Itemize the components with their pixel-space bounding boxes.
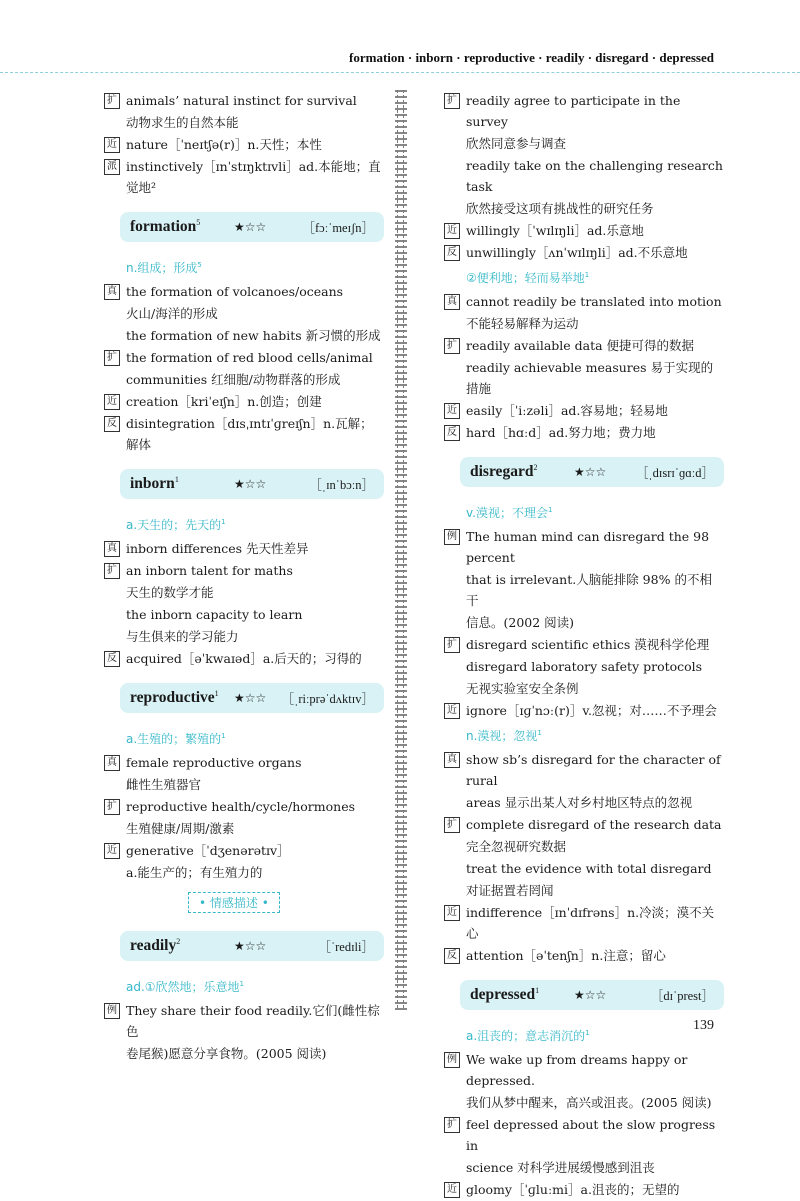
entry-line: [444, 133, 724, 154]
tag-icon: 扩: [104, 93, 120, 109]
entry-text: easily［ˈiːzəli］ad.容易地；轻易地: [466, 403, 668, 418]
entry-line: [104, 369, 384, 390]
entry-text: a.能生产的；有生殖力的: [126, 865, 263, 880]
entry-text: 与生俱来的学习能力: [126, 629, 239, 644]
tag-icon: 扩: [104, 563, 120, 579]
entry-text: female reproductive organs: [126, 755, 302, 770]
entry-line: [444, 1114, 724, 1156]
tag-icon: 例: [444, 529, 460, 545]
entry-line: [104, 774, 384, 795]
entry-text: gloomy［ˈɡluːmi］a.沮丧的；无望的: [466, 1182, 680, 1197]
entry-line: [104, 538, 384, 559]
entry-text: 完全忽视研究数据: [466, 839, 567, 854]
entry-line: [444, 1179, 724, 1200]
entry-line: [444, 678, 724, 699]
entry-line: [104, 281, 384, 302]
entry-line: [104, 90, 384, 111]
entry-text: areas 显示出某人对乡村地区特点的忽视: [466, 795, 693, 810]
entry-line: [444, 242, 724, 263]
entry-text: We wake up from dreams happy or depressed.: [466, 1052, 688, 1088]
entry-line: [104, 347, 384, 368]
headword-box-readily: [120, 931, 384, 961]
tag-icon: 近: [104, 137, 120, 153]
entry-text: readily agree to participate in the survey: [466, 93, 681, 129]
entry-line: [444, 814, 724, 835]
entry-line: [104, 391, 384, 412]
entry-text: cannot readily be translated into motion: [466, 294, 722, 309]
entry-line: [444, 198, 724, 219]
tag-icon: 扩: [444, 637, 460, 653]
entry-text: 卷尾猴)愿意分享食物。(2005 阅读): [126, 1046, 327, 1061]
entry-text: the formation of red blood cells/animal: [126, 350, 373, 365]
entry-text: readily available data 便捷可得的数据: [466, 338, 695, 353]
entry-text: reproductive health/cycle/hormones: [126, 799, 356, 814]
entry-line: [104, 325, 384, 346]
entry-text: acquired［əˈkwaɪəd］a.后天的；习得的: [126, 651, 362, 666]
tag-icon: 派: [104, 159, 120, 175]
section-label: • 情感描述 •: [188, 892, 280, 913]
tag-icon: 扩: [444, 338, 460, 354]
tag-icon: 真: [444, 294, 460, 310]
tag-icon: 近: [444, 223, 460, 239]
phonetic: ［ˌriːprəˈdʌktɪv］: [281, 692, 374, 706]
entry-text: that is irrelevant.人脑能排除 98% 的不相干: [466, 572, 712, 608]
tag-icon: 反: [104, 416, 120, 432]
entry-text: unwillingly［ʌnˈwɪlɪŋli］ad.不乐意地: [466, 245, 688, 260]
tag-icon: 近: [104, 843, 120, 859]
star-rating: ★☆☆: [234, 476, 267, 491]
part-of-speech: v.漠视；不理会$^1$: [466, 506, 553, 520]
entry-text: science 对科学进展缓慢感到沮丧: [466, 1160, 655, 1175]
entry-text: complete disregard of the research data: [466, 817, 722, 832]
tag-icon: 近: [444, 1182, 460, 1198]
entry-line: [104, 752, 384, 773]
tag-icon: 例: [104, 1003, 120, 1019]
tag-icon: 真: [104, 284, 120, 300]
entry-line: [104, 413, 384, 455]
phonetic: ［dɪˈprest］: [650, 989, 714, 1003]
entry-text: show sb’s disregard for the character of rural: [466, 752, 721, 788]
entry-text: animals’ natural instinct for survival: [126, 93, 357, 108]
entry-line: [444, 634, 724, 655]
entry-line: [104, 156, 384, 198]
entry-line: [104, 796, 384, 817]
entry-text: readily achievable measures 易于实现的措施: [466, 360, 714, 396]
entry-line: [444, 858, 724, 879]
star-rating: ★☆☆: [574, 987, 607, 1002]
entry-line: [104, 134, 384, 155]
entry-line: [104, 626, 384, 647]
entry-text: willingly［ˈwɪlɪŋli］ad.乐意地: [466, 223, 644, 238]
entry-line: [104, 862, 384, 883]
column-divider: [395, 90, 407, 1010]
entry-line: [444, 1049, 724, 1091]
entry-text: 天生的数学才能: [126, 585, 214, 600]
entry-line: [104, 560, 384, 581]
entry-line: [444, 526, 724, 568]
entry-text: the inborn capacity to learn: [126, 607, 303, 622]
star-rating: ★☆☆: [234, 219, 267, 234]
entry-line: [444, 291, 724, 312]
tag-icon: 近: [444, 905, 460, 921]
entry-text: 动物求生的自然本能: [126, 115, 239, 130]
phonetic: ［ˌɪnˈbɔːn］: [309, 478, 374, 492]
entry-text: communities 红细胞/动物群落的形成: [126, 372, 341, 387]
entry-text: an inborn talent for maths: [126, 563, 293, 578]
entry-line: [444, 155, 724, 197]
entry-line: [444, 700, 724, 721]
phonetic: ［ˈredɪli］: [318, 940, 374, 954]
entry-text: feel depressed about the slow progress in: [466, 1117, 716, 1153]
entry-line: [104, 582, 384, 603]
entry-text: inborn differences 先天性差异: [126, 541, 309, 556]
headword-box-formation: [120, 212, 384, 242]
tag-icon: 扩: [444, 93, 460, 109]
tag-icon: 反: [104, 651, 120, 667]
entry-line: [444, 792, 724, 813]
phonetic: ［fɔːˈmeɪʃn］: [302, 221, 374, 235]
star-rating: ★☆☆: [234, 690, 267, 705]
entry-text: readily take on the challenging research task: [466, 158, 723, 194]
entry-text: disintegration［dɪsˌɪntɪˈɡreɪʃn］n.瓦解；解体: [126, 416, 373, 452]
headword-box-inborn: [120, 469, 384, 499]
entry-text: 雌性生殖器官: [126, 777, 202, 792]
entry-line: [444, 945, 724, 966]
entry-line: [444, 569, 724, 611]
tag-icon: 近: [444, 703, 460, 719]
entry-text: attention［əˈtenʃn］n.注意；留心: [466, 948, 666, 963]
tag-icon: 反: [444, 948, 460, 964]
entry-text: The human mind can disregard the 98 percent: [466, 529, 710, 565]
tag-icon: 例: [444, 1052, 460, 1068]
tag-icon: 反: [444, 245, 460, 261]
entry-text: 生殖健康/周期/激素: [126, 821, 235, 836]
entry-text: 对证据置若罔闻: [466, 883, 554, 898]
entry-line: [444, 422, 724, 443]
entry-line: [104, 840, 384, 861]
entry-line: [444, 357, 724, 399]
entry-text: the formation of new habits 新习惯的形成: [126, 328, 381, 343]
entry-text: ignore［ɪɡˈnɔː(r)］v.忽视；对……不予理会: [466, 703, 717, 718]
part-of-speech: n.组成；形成$^5$: [126, 261, 202, 275]
entry-text: 无视实验室安全条例: [466, 681, 579, 696]
tag-icon: 扩: [104, 799, 120, 815]
tag-icon: 近: [104, 394, 120, 410]
star-rating: ★☆☆: [234, 938, 267, 953]
entry-line: [444, 313, 724, 334]
entry-line: [444, 836, 724, 857]
right-column: [444, 90, 724, 1201]
entry-text: hard［hɑːd］ad.努力地；费力地: [466, 425, 656, 440]
entry-text: the formation of volcanoes/oceans: [126, 284, 344, 299]
entry-line: [444, 880, 724, 901]
entry-line: [104, 303, 384, 324]
entry-line: [444, 902, 724, 944]
entry-line: [444, 1092, 724, 1113]
entry-text: generative［ˈdʒenərətɪv］: [126, 843, 290, 858]
entry-line: [444, 749, 724, 791]
entry-line: [444, 400, 724, 421]
tag-icon: 近: [444, 403, 460, 419]
tag-icon: 真: [104, 541, 120, 557]
entry-text: 欣然接受这项有挑战性的研究任务: [466, 201, 654, 216]
entry-text: disregard laboratory safety protocols: [466, 659, 703, 674]
part-of-speech: a.天生的；先天的$^1$: [126, 518, 226, 532]
entry-text: 信息。(2002 阅读): [466, 615, 575, 630]
entry-line: [104, 604, 384, 625]
headword: depressed$^1$: [470, 985, 540, 1004]
part-of-speech: a.生殖的；繁殖的$^1$: [126, 732, 226, 746]
entry-text: 我们从梦中醒来，高兴或沮丧。(2005 阅读): [466, 1095, 712, 1110]
left-column: [104, 90, 384, 1065]
entry-text: 不能轻易解释为运动: [466, 316, 579, 331]
part-of-speech: ②便利地；轻而易举地$^1$: [466, 271, 590, 285]
entry-text: disregard scientific ethics 漠视科学伦理: [466, 637, 710, 652]
tag-icon: 扩: [104, 350, 120, 366]
headword-box-disregard: [460, 457, 724, 487]
star-rating: ★☆☆: [574, 464, 607, 479]
entry-text: nature［ˈneɪtʃə(r)］n.天性；本性: [126, 137, 322, 152]
entry-line: [104, 648, 384, 669]
headword: disregard$^2$: [470, 462, 538, 481]
entry-text: treat the evidence with total disregard: [466, 861, 712, 876]
entry-line: [444, 220, 724, 241]
entry-text: indifference［ɪnˈdɪfrəns］n.冷淡；漠不关心: [466, 905, 715, 941]
headword: inborn$^1$: [130, 474, 179, 493]
entry-line: [444, 656, 724, 677]
entry-text: They share their food readily.它们(雌性棕色: [126, 1003, 380, 1039]
entry-line: [104, 818, 384, 839]
part-of-speech: n.漠视；忽视$^1$: [466, 729, 542, 743]
entry-line: [104, 1000, 384, 1042]
entry-text: instinctively［ɪnˈstɪŋktɪvli］ad.本能地；直觉地²: [126, 159, 381, 195]
entry-line: [444, 1157, 724, 1178]
tag-icon: 真: [104, 755, 120, 771]
entry-line: [104, 112, 384, 133]
part-of-speech: a.沮丧的；意志消沉的$^1$: [466, 1029, 590, 1043]
tag-icon: 真: [444, 752, 460, 768]
entry-text: 火山/海洋的形成: [126, 306, 218, 321]
headword: readily$^2$: [130, 936, 181, 955]
page-number: 139: [693, 1018, 714, 1033]
tag-icon: 反: [444, 425, 460, 441]
running-header: formation · inborn · reproductive · readily · disregard · depressed: [349, 50, 714, 65]
tag-icon: 扩: [444, 817, 460, 833]
headword: formation$^5$: [130, 217, 201, 236]
entry-line: [444, 90, 724, 132]
entry-line: [444, 612, 724, 633]
entry-line: [444, 335, 724, 356]
part-of-speech: ad.①欣然地；乐意地$^1$: [126, 980, 245, 994]
entry-text: creation［kriˈeɪʃn］n.创造；创建: [126, 394, 322, 409]
tag-icon: 扩: [444, 1117, 460, 1133]
entry-line: [104, 1043, 384, 1064]
entry-text: 欣然同意参与调查: [466, 136, 567, 151]
headword: reproductive$^1$: [130, 688, 219, 707]
phonetic: ［ˌdɪsrɪˈɡɑːd］: [635, 466, 714, 480]
headword-box-reproductive: [120, 683, 384, 713]
headword-box-depressed: [460, 980, 724, 1010]
